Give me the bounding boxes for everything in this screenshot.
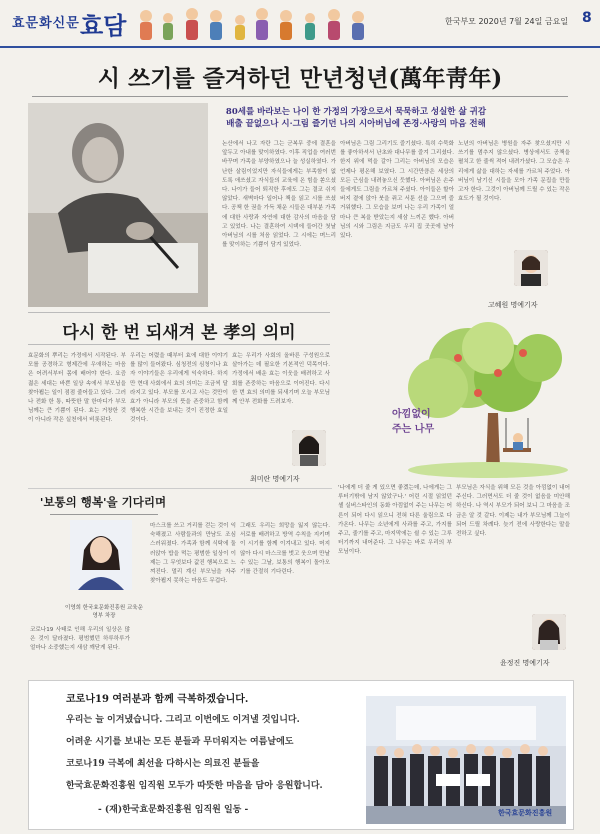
banner-line: - (재)한국효문화진흥원 임직원 일동 - (98, 805, 249, 815)
article4-author: 윤정진 명예기자 (500, 659, 550, 667)
publication-line: 한국부모 2020년 7월 24일 금요일 (445, 17, 569, 26)
article1-title: 시 쓰기를 즐겨하던 만년청년(萬年靑年) (97, 65, 503, 92)
article2-column: 우리는 어렸을 때부터 효에 대한 이야기를 많이 들어왔다. 심청전의 심청이나 효자 이야기들은 우리에게 익숙하다. 하지만 현대 사회에서 효의 의미는 조금씩 달라지고 있다. 부모를 모시고 사는 것만이 효가 아니라 부모의 뜻을 존중하고 함께 행복한 시간을 보내는 것이 진정한 효일 것이다. (130, 353, 228, 424)
article2-column: 효는 우리가 사회의 올바른 구성원으로 살아가는 데 필요한 기본적인 덕목이다. 가정에서 배운 효는 이웃을 배려하고 사회를 존중하는 마음으로 이어진다. 다시 한 번 효의 의미를 되새기며 오늘 부모님께 안부 전화를 드려보자. (232, 353, 330, 406)
article1-column: 노년의 아버님은 병원을 자주 찾으셨지만 시 쓰기를 멈추지 않으셨다. 병상에서도 공책을 펼치고 한 줄씩 적어 내려가셨다. 그 모습은 우리에게 삶을 대하는 자세를 가르쳐 주었다. 아버님이 남기신 시들을 모아 가족 문집을 만들고자 한다. 그것이 아버님께 드릴 수 있는 작은 효도가 될 것이다. (458, 141, 570, 203)
tree-illustration (338, 318, 574, 480)
author-photo (532, 614, 566, 650)
banner-line: 코로나19 여러분과 함께 극복하겠습니다. (66, 694, 249, 705)
article3-title: '보통의 행복'을 기다리며 (39, 495, 167, 509)
article1-column: 논산에서 나고 자란 그는 군복무 중에 결혼을 앞두고 아내를 맞이하였다. 이후 직업을 여러번 바꾸며 가족을 부양하였으나 늘 성실하였다. 가난한 살림이었지만 자식들에게는 부족함이 없도록 애쓰셨고 자식들의 교육에 온 힘을 쏟으셨다. 나이가 들어 퇴직한 후에도 그는 결코 쉬지 않았다. 새벽마다 일어나 책을 읽고 시를 쓰셨다. 공책 한 권을 가득 채운 시들은 대부분 가족에 대한 사랑과 자연에 대한 감사의 마음을 담고 있었다. 나는 결혼하여 시댁에 들어간 첫날 아버님의 시를 처음 읽었다. 그 시에는 며느리를 맞이하는 기쁨이 담겨 있었다. (222, 141, 336, 249)
article3-column: 마스크를 쓰고 거리를 걷는 것이 익숙해졌고 사람들과의 만남도 조심스러워졌다. 가족과 함께 식탁에 둘러앉아 밥을 먹는 평범한 일상이 이제는 그 무엇보다 값진 행복으로 느껴진다. 멀리 계신 부모님을 자주 찾아뵙지 못하는 마음도 무겁다. (150, 523, 236, 585)
banner-line: 한국효문화진흥원 임직원 모두가 따뜻한 마음을 담아 응원합니다. (66, 781, 323, 791)
banner-line: 우리는 늘 이겨냈습니다. 그리고 이번에도 이겨낼 것입니다. (66, 715, 300, 725)
banner-line: 어려운 시기를 보내는 모든 분들과 무더워지는 여름날에도 (66, 737, 294, 747)
divider (50, 514, 158, 515)
page-number: 8 (582, 10, 592, 26)
article3-column: 그래도 우리는 희망을 잃지 않는다. 서로를 배려하고 방역 수칙을 지키며 이 시기를 함께 이겨내고 있다. 머지않아 다시 마스크를 벗고 웃으며 만날 수 있는 그날, 보통의 행복이 돌아오기를 간절히 기다린다. (240, 523, 330, 576)
article3-caption: 이영희 한국효문화진흥원 교육운영부 차장 (65, 605, 143, 619)
divider (28, 312, 330, 313)
article4-column: 부모님은 자식을 위해 모든 것을 아낌없이 내어주신다. 그러면서도 더 줄 것이 없음을 미안해하신다. 나 역시 부모가 되어 보니 그 마음을 조금은 알 것 같다. 이제는 내가 부모님께 그늘이 되어 드릴 차례다. 늦기 전에 사랑한다는 말을 전하고 싶다. (456, 485, 570, 538)
masthead-logo-small: 효문화신문 (12, 16, 80, 31)
article2-author: 최미란 명예기자 (250, 475, 300, 483)
article1-photo (28, 103, 208, 307)
article3-author-photo (70, 520, 132, 590)
article2-title: 다시 한 번 되새겨 본 孝의 의미 (62, 323, 296, 343)
article3-column: 코로나19 사태로 인해 우리의 일상은 많은 것이 달라졌다. 평범했던 하루하루가 얼마나 소중했는지 새삼 깨닫게 된다. (30, 627, 130, 652)
article4-column: '나에게 더 줄 게 있으면 좋겠는데, 나에게는 그루터기밖에 남지 않았구나.' 어린 시절 읽었던 셸 실버스타인의 동화 아낌없이 주는 나무는 어른이 되어 다시 읽으니 전혀 다른 울림으로 다가온다. 나무는 소년에게 사과를 주고, 가지를 주고, 줄기를 주고, 마지막에는 쉴 수 있는 그루터기까지 내어준다. 그 나무는 바로 우리의 부모님이다. (338, 485, 452, 556)
article2-column: 효문화의 뿌리는 가정에서 시작된다. 부모를 공경하고 형제간에 우애하는 마음은 어려서부터 몸에 배어야 한다. 요즘 젊은 세대는 바쁜 일상 속에서 부모님을 찾아뵙는 일이 점점 줄어들고 있다. 그러나 전화 한 통, 따뜻한 말 한마디가 부모님께는 큰 기쁨이 된다. 효는 거창한 것이 아니라 작은 실천에서 비롯된다. (28, 353, 126, 424)
article1-lede: 80세를 바라보는 나이 한 가정의 가장으로서 묵묵하고 성실한 삶 귀감 배출 끝없으나 시·그림 즐기던 나의 시아버님에 존경·사랑의 마음 전해 (225, 107, 487, 129)
article4-title-line1: 아낌없이 (392, 409, 431, 420)
banner-logo: 한국효문화진흥원 (498, 809, 553, 817)
article4-title-line2: 주는 나무 (392, 424, 435, 435)
author-photo (292, 430, 326, 466)
banner-line: 코로나19 극복에 최선을 다하시는 의료진 분들을 (66, 759, 260, 769)
author-photo (514, 250, 548, 286)
divider (32, 96, 568, 97)
article1-column: 아버님은 그림 그리기도 즐기셨다. 특히 수묵화를 좋아하셔서 난초와 대나무를 즐겨 그리셨다. 한지 위에 먹을 갈아 그리는 아버님의 모습은 언제나 평온해 보였다. 그 시간만큼은 세상의 모든 근심을 내려놓으신 듯했다. 아버님은 손주들에게도 그림을 가르쳐 주셨다. 아이들은 할아버지 곁에 앉아 붓을 쥐고 서툰 선을 그으며 즐거워했다. 그 모습을 보며 나는 우리 가족이 얼마나 큰 복을 받았는지 새삼 느끼곤 했다. 아버님의 시와 그림은 지금도 우리 집 곳곳에 남아 있다. (340, 141, 454, 240)
divider (28, 344, 330, 345)
staff-group-photo (366, 696, 566, 824)
masthead-logo: 효담 (80, 11, 127, 40)
family-illustration (132, 4, 372, 42)
article1-author: 고혜원 명예기자 (488, 301, 538, 309)
